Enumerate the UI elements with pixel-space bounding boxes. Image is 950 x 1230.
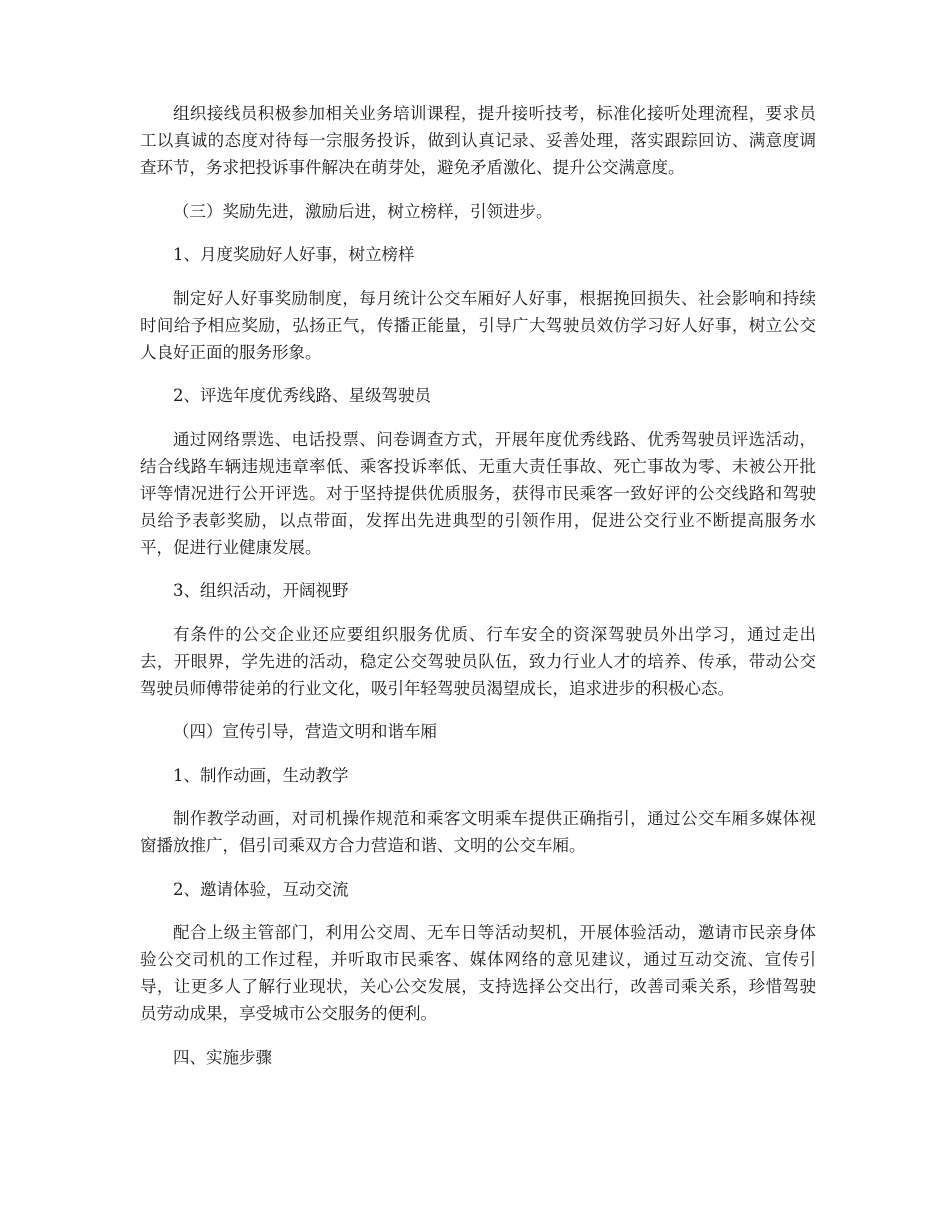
section-heading-implementation: 四、实施步骤: [173, 1047, 272, 1067]
section-heading-publicity: （四）宣传引导，营造文明和谐车厢: [173, 722, 437, 741]
paragraph-experience: 配合上级主管部门，利用公交周、无车日等活动契机，开展体验活动，邀请市民亲身体验公交司机的工作过程，并听取市民乘客、媒体网络的意见建议，通过互动交流、宣传引导，让更多人了解行业现状，关心公交发展，支持选择公交出行，改善司乘关系，珍惜驾驶员劳动成果，享受城市公交服务的便利。: [140, 923, 816, 1023]
paragraph-organize-activities: 有条件的公交企业还应要组织服务优质、行车安全的资深驾驶员外出学习，通过走出去，开眼界，学先进的活动，稳定公交驾驶员队伍，致力行业人才的培养、传承，带动公交驾驶员师傅带徒弟的行业文化，吸引年轻驾驶员渴望成长，追求进步的积极心态。: [140, 624, 816, 698]
subheading-monthly-rewards: 1、月度奖励好人好事，树立榜样: [173, 245, 415, 264]
subheading-annual-selection: 2、评选年度优秀线路、星级驾驶员: [173, 386, 431, 405]
paragraph-animation: 制作教学动画，对司机操作规范和乘客文明乘车提供正确指引，通过公交车厢多媒体视窗播放推广，倡引司乘双方合力营造和谐、文明的公交车厢。: [140, 809, 816, 855]
paragraph-hotline-training: 组织接线员积极参加相关业务培训课程，提升接听技考，标准化接听处理流程，要求员工以真诚的态度对待每一宗服务投诉，做到认真记录、妥善处理，落实跟踪回访、满意度调查环节，务求把投诉事件解决在萌芽处，避免矛盾激化、提升公交满意度。: [140, 104, 816, 177]
paragraph-monthly-rewards: 制定好人好事奖励制度，每月统计公交车厢好人好事，根据挽回损失、社会影响和持续时间给予相应奖励，弘扬正气，传播正能量，引导广大驾驶员效仿学习好人好事，树立公交人良好正面的服务形象。: [140, 288, 816, 362]
section-heading-rewards: （三）奖励先进，激励后进，树立榜样，引领进步。: [173, 201, 553, 221]
subheading-experience: 2、邀请体验，互动交流: [173, 879, 349, 899]
subheading-animation: 1、制作动画，生动教学: [173, 765, 349, 785]
paragraph-annual-selection: 通过网络票选、电话投票、问卷调查方式，开展年度优秀线路、优秀驾驶员评选活动，结合线路车辆违规违章率低、乘客投诉率低、无重大责任事故、死亡事故为零、未被公开批评等情况进行公开评选。对于坚持提供优质服务，获得市民乘客一致好评的公交线路和驾驶员给予表彰奖励，以点带面，发挥出先进典型的引领作用，促进公交行业不断提高服务水平，促进行业健康发展。: [140, 429, 816, 557]
document-body: [140, 100, 816, 1087]
subheading-organize-activities: 3、组织活动，开阔视野: [173, 581, 349, 600]
